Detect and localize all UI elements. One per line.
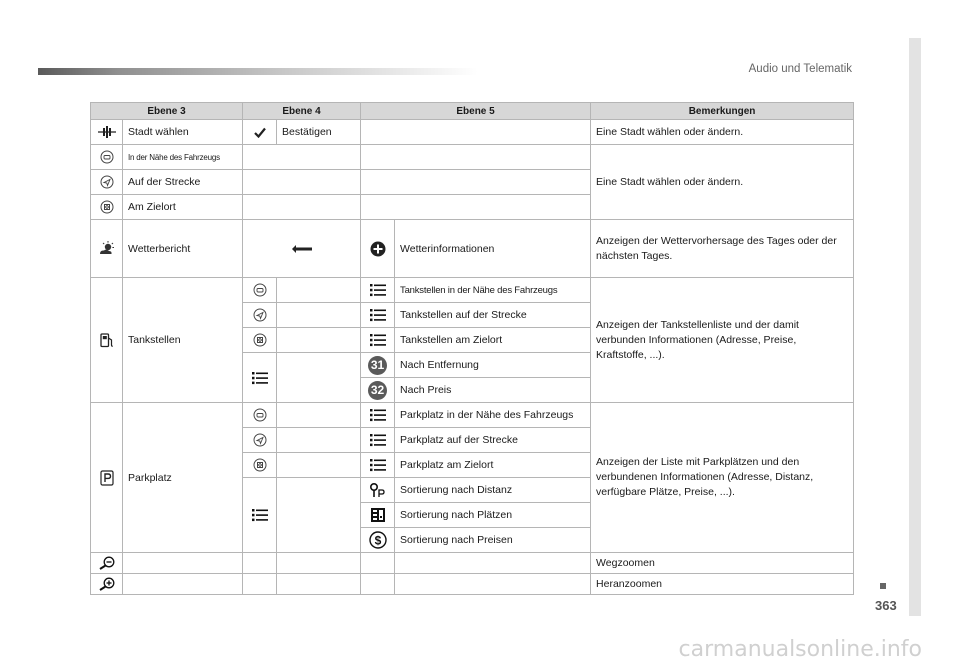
page-number: 363 <box>875 598 897 613</box>
vehicle-icon <box>243 403 277 428</box>
level5-label: Nach Entfernung <box>395 353 591 378</box>
list-icon <box>361 303 395 328</box>
list-icon <box>361 453 395 478</box>
level3-label: Am Zielort <box>123 195 243 220</box>
level5-label: Sortierung nach Distanz <box>395 478 591 503</box>
list-icon <box>361 278 395 303</box>
price-sort-icon <box>361 528 395 553</box>
remark: Anzeigen der Wettervorhersage des Tages oder der nächsten Tages. <box>591 220 854 278</box>
level3-label: Stadt wählen <box>123 120 243 145</box>
destination-icon <box>91 195 123 220</box>
list-icon <box>361 328 395 353</box>
parking-icon <box>91 403 123 553</box>
weather-icon <box>91 220 123 278</box>
column-header: Ebene 3 <box>91 103 243 120</box>
city-select-icon <box>91 120 123 145</box>
list-icon <box>361 428 395 453</box>
side-strip <box>909 38 921 616</box>
plus-icon <box>361 220 395 278</box>
level3-label: In der Nähe des Fahrzeugs <box>123 145 243 170</box>
watermark: carmanualsonline.info <box>678 637 922 662</box>
column-header: Ebene 5 <box>361 103 591 120</box>
number-badge: 31 <box>368 356 387 375</box>
zoom-out-icon <box>91 553 123 574</box>
destination-icon <box>243 453 277 478</box>
level5-label: Tankstellen in der Nähe des Fahrzeugs <box>395 278 591 303</box>
weather-toggle-icon <box>243 220 361 278</box>
level5-label: Tankstellen auf der Strecke <box>395 303 591 328</box>
table-row <box>91 574 854 595</box>
route-icon <box>243 428 277 453</box>
level5-label: Nach Preis <box>395 378 591 403</box>
level3-label: Auf der Strecke <box>123 170 243 195</box>
list-icon <box>243 478 277 553</box>
number-badge: 32 <box>368 381 387 400</box>
remark: Anzeigen der Tankstellenliste und der damit verbunden Informationen (Adresse, Preise, Kraftstoffe, ...). <box>591 278 854 403</box>
table-row <box>91 220 854 278</box>
level5-label: Parkplatz am Zielort <box>395 453 591 478</box>
page-marker <box>880 583 886 589</box>
vehicle-icon <box>243 278 277 303</box>
remark: Eine Stadt wählen oder ändern. <box>591 120 854 145</box>
level4-label: Bestätigen <box>277 120 361 145</box>
spaces-sort-icon <box>361 503 395 528</box>
list-icon <box>243 353 277 403</box>
header-gradient-bar <box>38 68 478 75</box>
remark: Anzeigen der Liste mit Parkplätzen und den verbundenen Informationen (Adresse, Distanz, verfügbare Plätze, Preise, ...). <box>591 403 854 553</box>
fuel-pump-icon <box>91 278 123 403</box>
vehicle-icon <box>91 145 123 170</box>
level5-label: Parkplatz in der Nähe des Fahrzeugs <box>395 403 591 428</box>
menu-table <box>90 102 854 595</box>
level5-label: Tankstellen am Zielort <box>395 328 591 353</box>
level5-label: Sortierung nach Preisen <box>395 528 591 553</box>
level3-label: Wetterbericht <box>123 220 243 278</box>
table-row <box>91 145 854 170</box>
checkmark-icon <box>243 120 277 145</box>
remark: Heranzoomen <box>591 574 854 595</box>
table-row <box>91 403 854 428</box>
remark: Wegzoomen <box>591 553 854 574</box>
level3-label: Tankstellen <box>123 278 243 403</box>
zoom-in-icon <box>91 574 123 595</box>
list-icon <box>361 403 395 428</box>
distance-sort-icon <box>361 478 395 503</box>
table-header-row <box>91 103 854 120</box>
route-icon <box>243 303 277 328</box>
level3-label: Parkplatz <box>123 403 243 553</box>
level5-label: Sortierung nach Plätzen <box>395 503 591 528</box>
table-row <box>91 120 854 145</box>
level5-label: Parkplatz auf der Strecke <box>395 428 591 453</box>
svg-text:$: $ <box>374 533 381 548</box>
column-header: Ebene 4 <box>243 103 361 120</box>
destination-icon <box>243 328 277 353</box>
route-icon <box>91 170 123 195</box>
remark: Eine Stadt wählen oder ändern. <box>591 145 854 220</box>
table-row <box>91 278 854 303</box>
level5-label: Wetterinformationen <box>395 220 591 278</box>
table-row <box>91 553 854 574</box>
column-header: Bemerkungen <box>591 103 854 120</box>
chapter-title: Audio und Telematik <box>748 63 852 75</box>
